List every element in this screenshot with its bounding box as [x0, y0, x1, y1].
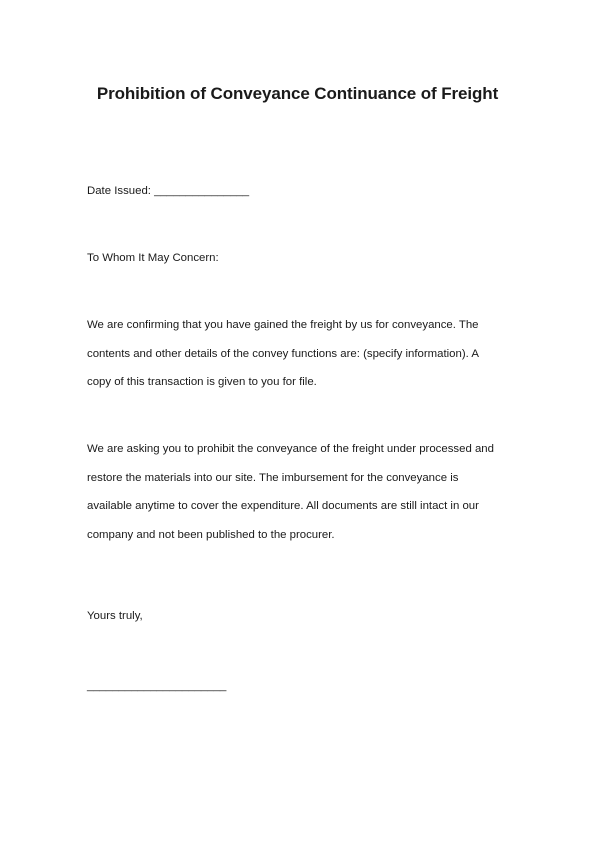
paragraph-line: contents and other details of the convey functions are: (specify information). A	[87, 347, 479, 360]
paragraph-line: copy of this transaction is given to you for file.	[87, 376, 317, 388]
paragraph-request	[87, 435, 507, 549]
date-issued-line: Date Issued: _______________	[87, 185, 250, 197]
document-title: Prohibition of Conveyance Continuance of Freight	[96, 84, 499, 103]
paragraph-line: company and not been published to the procurer.	[87, 528, 335, 541]
closing: Yours truly,	[87, 610, 143, 622]
salutation: To Whom It May Concern:	[87, 252, 219, 264]
paragraph-line: available anytime to cover the expenditure. All documents are still intact in our	[87, 500, 479, 512]
paragraph-confirmation	[87, 311, 507, 397]
paragraph-line: We are asking you to prohibit the conveyance of the freight under processed and	[87, 443, 494, 455]
signature-line: ______________________	[87, 680, 227, 692]
paragraph-line: restore the materials into our site. The imbursement for the conveyance is	[87, 471, 459, 484]
paragraph-line: We are confirming that you have gained the freight by us for conveyance. The	[87, 319, 479, 331]
